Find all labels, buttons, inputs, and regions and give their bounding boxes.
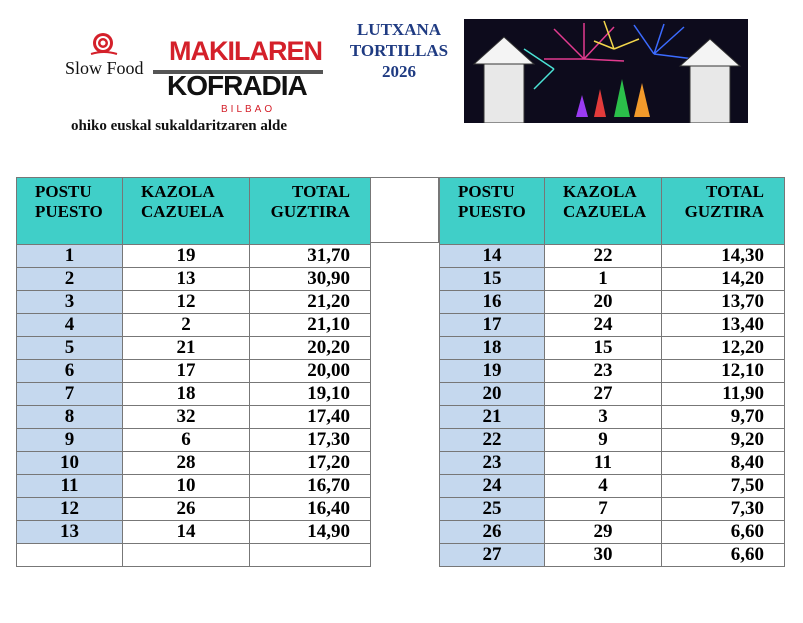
table-row [440,291,785,314]
cazuela-cell: 26 [123,498,250,521]
title-line-2: TORTILLAS [349,41,449,60]
cazuela-cell: 20 [545,291,662,314]
table-row [440,521,785,544]
empty-cell [123,544,250,567]
cazuela-cell: 19 [123,245,250,268]
table-row [440,245,785,268]
total-cell: 17,20 [250,452,371,475]
table-row [17,429,371,452]
logo-tagline: ohiko euskal sukaldaritzaren alde [71,118,288,134]
col-header-text: POSTU [35,182,92,201]
total-cell: 9,20 [662,429,785,452]
total-cell: 13,70 [662,291,785,314]
total-cell: 14,90 [250,521,371,544]
total-cell: 13,40 [662,314,785,337]
total-cell: 8,40 [662,452,785,475]
position-cell: 27 [440,544,545,567]
cazuela-cell: 1 [545,268,662,291]
cazuela-cell: 7 [545,498,662,521]
empty-cell [250,544,371,567]
position-cell: 24 [440,475,545,498]
position-cell: 23 [440,452,545,475]
table-row [17,475,371,498]
cazuela-cell: 17 [123,360,250,383]
col-header-cazuela [545,178,662,245]
total-cell: 7,50 [662,475,785,498]
table-row-empty [17,544,371,567]
position-cell: 16 [440,291,545,314]
cofradia-logo [57,26,333,138]
cazuela-cell: 18 [123,383,250,406]
position-cell: 8 [17,406,123,429]
position-cell: 11 [17,475,123,498]
table-row [17,360,371,383]
position-cell: 12 [17,498,123,521]
total-cell: 20,00 [250,360,371,383]
col-header-total [662,178,785,245]
col-header-text: TOTAL [292,182,350,201]
table-row [440,429,785,452]
col-header-text: KAZOLA [563,182,637,201]
cazuela-cell: 30 [545,544,662,567]
total-cell: 6,60 [662,521,785,544]
table-row [17,452,371,475]
header-spacer-cell [370,177,439,243]
snail-icon [89,30,119,56]
cazuela-cell: 24 [545,314,662,337]
col-header-total [250,178,371,245]
total-cell: 21,10 [250,314,371,337]
table-row [440,544,785,567]
col-header-position [440,178,545,245]
cazuela-cell: 2 [123,314,250,337]
table-row [17,406,371,429]
col-header-text: GUZTIRA [684,202,764,221]
cazuela-cell: 12 [123,291,250,314]
brand-city: BILBAO [221,104,276,115]
position-cell: 17 [440,314,545,337]
position-cell: 1 [17,245,123,268]
table-row [440,337,785,360]
results-table-right [439,177,785,567]
total-cell: 7,30 [662,498,785,521]
cazuela-cell: 27 [545,383,662,406]
total-cell: 30,90 [250,268,371,291]
cazuela-cell: 15 [545,337,662,360]
table-row [440,360,785,383]
col-header-cazuela [123,178,250,245]
cazuela-cell: 28 [123,452,250,475]
position-cell: 18 [440,337,545,360]
col-header-position [17,178,123,245]
table-row [17,314,371,337]
total-cell: 31,70 [250,245,371,268]
table-header-row [440,178,785,245]
total-cell: 14,30 [662,245,785,268]
total-cell: 12,10 [662,360,785,383]
table-header-row [17,178,371,245]
position-cell: 5 [17,337,123,360]
col-header-text: KAZOLA [141,182,215,201]
total-cell: 12,20 [662,337,785,360]
total-cell: 20,20 [250,337,371,360]
table-row [440,268,785,291]
col-header-text: TOTAL [706,182,764,201]
cazuela-cell: 21 [123,337,250,360]
col-header-text: POSTU [458,182,515,201]
cazuela-cell: 14 [123,521,250,544]
total-cell: 16,40 [250,498,371,521]
position-cell: 22 [440,429,545,452]
position-cell: 15 [440,268,545,291]
total-cell: 17,40 [250,406,371,429]
position-cell: 21 [440,406,545,429]
total-cell: 14,20 [662,268,785,291]
cazuela-cell: 10 [123,475,250,498]
position-cell: 2 [17,268,123,291]
empty-cell [17,544,123,567]
table-row [440,406,785,429]
event-title [340,19,458,82]
col-header-text: GUZTIRA [270,202,350,221]
table-row [440,498,785,521]
cazuela-cell: 29 [545,521,662,544]
table-row [17,498,371,521]
cazuela-cell: 32 [123,406,250,429]
total-cell: 11,90 [662,383,785,406]
table-row [440,383,785,406]
total-cell: 19,10 [250,383,371,406]
table-row [440,452,785,475]
cazuela-cell: 13 [123,268,250,291]
position-cell: 26 [440,521,545,544]
results-table-left [16,177,371,567]
cazuela-cell: 3 [545,406,662,429]
position-cell: 25 [440,498,545,521]
total-cell: 21,20 [250,291,371,314]
table-row [17,337,371,360]
cazuela-cell: 23 [545,360,662,383]
title-line-1: LUTXANA [356,20,442,39]
cazuela-cell: 11 [545,452,662,475]
position-cell: 9 [17,429,123,452]
position-cell: 14 [440,245,545,268]
table-row [17,268,371,291]
table-row [17,291,371,314]
col-header-text: CAZUELA [141,202,225,221]
title-line-3: 2026 [382,62,416,81]
col-header-text: PUESTO [35,202,103,221]
table-row [17,521,371,544]
position-cell: 10 [17,452,123,475]
position-cell: 13 [17,521,123,544]
position-cell: 7 [17,383,123,406]
position-cell: 19 [440,360,545,383]
col-header-text: CAZUELA [563,202,647,221]
total-cell: 9,70 [662,406,785,429]
cazuela-cell: 22 [545,245,662,268]
position-cell: 6 [17,360,123,383]
fireworks-image [464,19,748,123]
table-row [440,314,785,337]
slow-food-text: Slow Food [65,58,144,78]
col-header-text: PUESTO [458,202,526,221]
cazuela-cell: 4 [545,475,662,498]
table-row [440,475,785,498]
table-row [17,383,371,406]
total-cell: 17,30 [250,429,371,452]
cazuela-cell: 6 [123,429,250,452]
table-row [17,245,371,268]
position-cell: 4 [17,314,123,337]
total-cell: 16,70 [250,475,371,498]
brand-line-2: KOFRADIA [167,70,307,101]
total-cell: 6,60 [662,544,785,567]
brand-line-1: MAKILAREN [169,36,322,66]
position-cell: 20 [440,383,545,406]
position-cell: 3 [17,291,123,314]
cazuela-cell: 9 [545,429,662,452]
